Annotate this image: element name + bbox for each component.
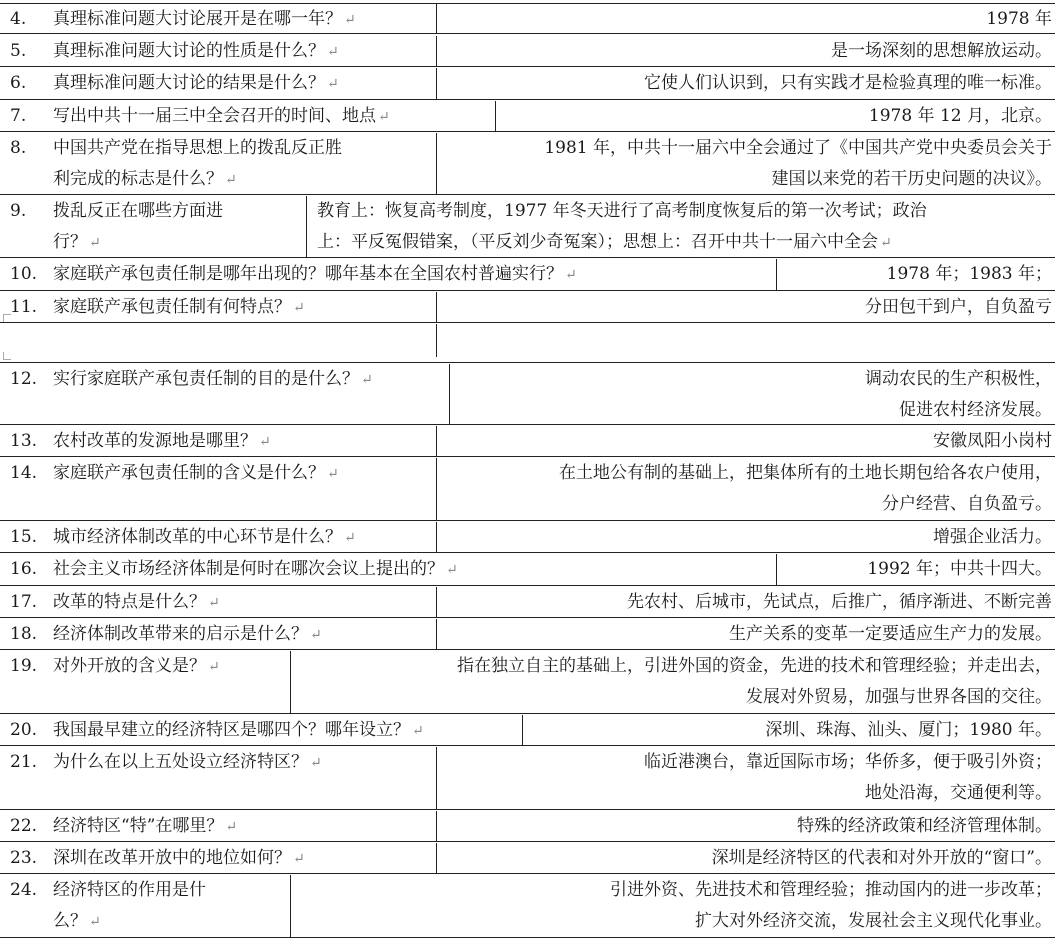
table-row [0,747,1055,810]
table-row [0,458,1055,521]
paragraph-mark-icon: ↵ [89,235,101,251]
column-divider [776,259,777,290]
question-number: 17. [10,592,38,612]
answer-text [869,101,1052,132]
question-line: 写出中共十一届三中全会召开的时间、地点 [53,106,376,126]
table-row [0,259,1055,291]
answer-text [644,68,1052,99]
question-number: 16. [10,559,38,579]
table-row [0,843,1055,874]
paragraph-mark-icon: ↵ [89,914,101,930]
question-text [53,522,356,554]
answer-text [765,715,1052,746]
answer-line: 扩大对外经济交流，发展社会主义现代化事业。 [695,911,1052,931]
answer-text [887,259,1052,290]
page-break-gap [0,324,1055,363]
table-row [0,36,1055,67]
paragraph-mark-icon: ↵ [344,12,356,28]
answer-line: 分田包干到户，自负盈亏 [865,297,1052,317]
answer-text [457,651,1052,713]
question-number: 8. [10,138,27,158]
question-number: 13. [10,431,38,451]
column-divider [436,811,437,841]
table-row [0,522,1055,553]
question-line: 家庭联产承包责任制的含义是什么？ [53,463,325,483]
answer-text [610,875,1052,937]
answer-text [831,36,1052,67]
question-line: 真理标准问题大讨论的结果是什么？ [53,73,325,93]
answer-text [933,426,1052,457]
answer-line: 深圳是经济特区的代表和对外开放的“窗口”。 [711,848,1052,868]
answer-text [865,292,1052,323]
question-line: 经济特区“特”在哪里？ [53,816,224,836]
question-line: 为什么在以上五处设立经济特区？ [53,752,308,772]
paragraph-mark-icon: ↵ [327,466,339,482]
answer-line: 1978 年 12 月，北京。 [868,106,1052,126]
paragraph-mark-icon: ↵ [361,372,373,388]
column-divider [436,4,437,33]
column-divider [436,68,437,99]
question-text [53,619,322,651]
question-text [53,101,390,133]
answer-line: 1981 年，中共十一届六中全会通过了《中国共产党中央委员会关于 [544,138,1052,158]
answer-text [867,554,1052,585]
table-row [0,811,1055,842]
question-number: 9. [10,201,27,221]
table-row [0,715,1055,746]
question-line: 对外开放的含义是？ [53,656,206,676]
paragraph-mark-icon: ↵ [225,172,237,188]
question-line: 农村改革的发源地是哪里？ [53,431,257,451]
question-line: 拨乱反正在哪些方面进 [53,201,223,221]
question-line: 城市经济体制改革的中心环节是什么？ [53,527,342,547]
question-line: 中国共产党在指导思想上的拨乱反正胜 [53,138,342,158]
question-number: 21. [10,752,38,772]
answer-line: 特殊的经济政策和经济管理体制。 [797,816,1052,836]
paragraph-mark-icon: ↵ [327,44,339,60]
answer-line: 建国以来党的若干历史问题的决议》。 [771,169,1052,189]
table-row [0,101,1055,132]
question-number: 7. [10,106,27,126]
table-row [0,587,1055,618]
answer-text [986,4,1052,35]
answer-text [729,619,1052,650]
question-number: 23. [10,848,38,868]
answer-line: 先农村、后城市，先试点，后推广，循序渐进、不断完善 [627,592,1052,612]
column-divider [522,715,523,745]
question-text [53,747,322,779]
answer-line: 它使人们认识到，只有实践才是检验真理的唯一标准。 [644,73,1052,93]
answer-line: 是一场深刻的思想解放运动。 [831,41,1052,61]
table-row [0,364,1055,425]
question-line: 利完成的标志是什么？ [53,169,223,189]
answer-line: 地处沿海，交通便利等。 [865,783,1052,803]
question-text [53,458,339,490]
page-corner-mark [3,352,11,360]
answer-line: 1978 年 [986,9,1052,29]
paragraph-mark-icon: ↵ [310,755,322,771]
column-divider [449,364,450,424]
column-divider [495,101,496,131]
paragraph-mark-icon: ↵ [208,659,220,675]
table-row [0,875,1055,938]
table-row [0,554,1055,586]
answer-line: 调动农民的生产积极性， [865,369,1052,389]
answer-line: 促进农村经济发展。 [899,400,1052,420]
paragraph-mark-icon: ↵ [259,434,271,450]
answer-line: 增强企业活力。 [933,527,1052,547]
column-divider [436,324,437,357]
paragraph-mark-icon: ↵ [208,595,220,611]
answer-line: 临近港澳台，靠近国际市场；华侨多，便于吸引外资； [644,752,1052,772]
paragraph-mark-icon: ↵ [293,851,305,867]
question-text [53,875,206,938]
table-row [0,619,1055,650]
answer-line: 引进外资、先进技术和管理经验；推动国内的进一步改革； [610,880,1052,900]
paragraph-mark-icon: ↵ [880,235,892,251]
question-line: 经济特区的作用是什 [53,880,206,900]
table-row [0,68,1055,100]
paragraph-mark-icon: ↵ [344,530,356,546]
question-text [53,364,373,396]
answer-text [797,811,1052,842]
question-number: 11. [10,297,38,317]
column-divider [436,133,437,194]
question-number: 14. [10,463,38,483]
answer-text [933,522,1052,553]
column-divider [436,747,437,809]
question-line: 深圳在改革开放中的地位如何？ [53,848,291,868]
question-text [53,4,356,36]
question-line: 实行家庭联产承包责任制的目的是什么？ [53,369,359,389]
question-number: 6. [10,73,27,93]
table-row [0,196,1055,258]
question-line: 家庭联产承包责任制有何特点？ [53,297,291,317]
question-text [53,292,305,324]
answer-line: 分户经营、自负盈亏。 [882,494,1052,514]
question-line: 么？ [53,911,87,931]
question-number: 5. [10,41,27,61]
page-corner-mark [3,314,11,322]
table-row [0,292,1055,323]
column-divider [436,292,437,322]
answer-line: 1978 年；1983 年； [886,264,1052,284]
question-number: 18. [10,624,38,644]
question-number: 4. [10,9,27,29]
paragraph-mark-icon: ↵ [293,300,305,316]
column-divider [436,587,437,617]
question-number: 15. [10,527,38,547]
paragraph-mark-icon: ↵ [327,76,339,92]
answer-line: 深圳、珠海、汕头、厦门；1980 年。 [765,720,1052,740]
question-text [53,843,305,875]
column-divider [436,522,437,552]
table-row [0,4,1055,34]
column-divider [306,196,307,257]
question-number: 12. [10,369,38,389]
question-line: 我国最早建立的经济特区是哪四个？哪年设立？ [53,720,410,740]
question-number: 10. [10,264,38,284]
question-line: 行？ [53,232,87,252]
paragraph-mark-icon: ↵ [225,819,238,835]
question-text [53,651,220,683]
paragraph-mark-icon: ↵ [412,723,424,739]
question-line: 改革的特点是什么？ [53,592,206,612]
paragraph-mark-icon: ↵ [310,627,322,643]
question-text [53,587,220,619]
question-text [53,259,577,291]
question-line: 家庭联产承包责任制是哪年出现的？哪年基本在全国农村普遍实行？ [53,264,563,284]
column-divider [290,651,291,713]
question-line: 经济体制改革带来的启示是什么？ [53,624,308,644]
question-number: 22. [10,816,38,836]
paragraph-mark-icon: ↵ [565,267,577,283]
question-number: 20. [10,720,38,740]
answer-text [627,587,1052,618]
table-row [0,426,1055,457]
answer-line: 安徽凤阳小岗村 [933,431,1052,451]
question-text [53,133,342,196]
answer-text [644,747,1052,809]
answer-line: 1992 年；中共十四大。 [867,559,1052,579]
answer-text [544,133,1052,195]
answer-line: 发展对外贸易，加强与世界各国的交往。 [746,687,1052,707]
question-line: 社会主义市场经济体制是何时在哪次会议上提出的？ [53,559,444,579]
table-row [0,651,1055,714]
question-text [53,715,424,747]
answer-line: 指在独立自主的基础上，引进外国的资金，先进的技术和管理经验；并走出去， [457,656,1052,676]
paragraph-mark-icon: ↵ [446,562,458,578]
question-line: 真理标准问题大讨论展开是在哪一年？ [53,9,342,29]
answer-text [559,458,1052,520]
column-divider [436,619,437,649]
question-text [53,554,458,586]
column-divider [436,36,437,66]
answer-text [317,196,927,259]
answer-text [865,364,1052,426]
answer-line: 在土地公有制的基础上，把集体所有的土地长期包给各农户使用， [559,463,1052,483]
table-row [0,133,1055,195]
question-text [53,196,223,259]
column-divider [776,554,777,585]
answer-text [712,843,1052,874]
column-divider [436,426,437,456]
question-text [53,426,271,458]
paragraph-mark-icon: ↵ [378,109,390,125]
question-text [53,811,237,843]
question-text [53,36,339,68]
answer-line: 教育上：恢复高考制度，1977 年冬天进行了高考制度恢复后的第一次考试；政治 [317,201,927,221]
question-line: 真理标准问题大讨论的性质是什么？ [53,41,325,61]
answer-line: 上：平反冤假错案，（平反刘少奇冤案）；思想上：召开中共十一届六中全会 [317,232,878,252]
question-number: 19. [10,656,38,676]
column-divider [290,875,291,937]
column-divider [436,458,437,520]
answer-line: 生产关系的变革一定要适应生产力的发展。 [729,624,1052,644]
column-divider [436,843,437,873]
question-number: 24. [10,880,38,900]
question-text [53,68,339,100]
